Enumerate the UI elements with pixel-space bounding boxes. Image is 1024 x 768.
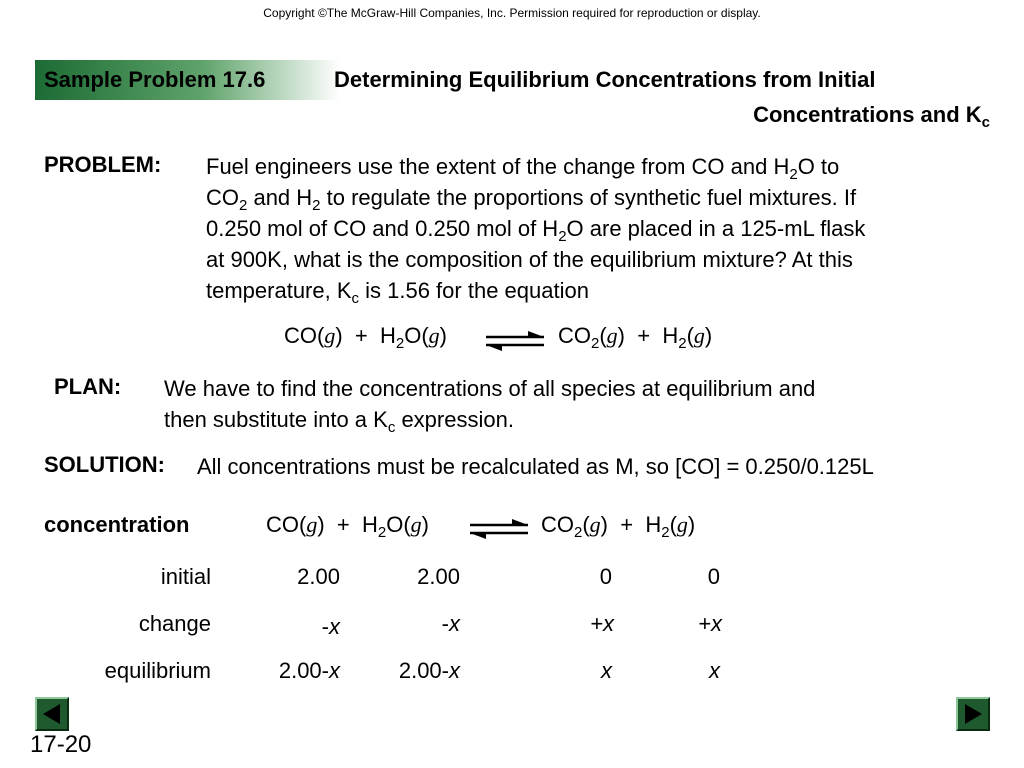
cell-equilibrium-h2: x <box>709 658 720 683</box>
solution-text: All concentrations must be recalculated as M, so [CO] = 0.250/0.125L <box>197 454 874 479</box>
table-header-label: concentration <box>44 512 190 537</box>
copyright-notice: Copyright ©The McGraw-Hill Companies, Inc. Permission required for reproduction or display. <box>263 6 761 20</box>
equation-reactants: $CO(g) + H_2O(g)$ <box>284 323 447 352</box>
title-line-1: Determining Equilibrium Concentrations from Initial <box>334 67 876 92</box>
cell-initial-h2: 0 <box>707 564 720 589</box>
cell-change-h2o: -x <box>441 611 460 636</box>
problem-text: Fuel engineers use the extent of the change from CO and $H_2O$ to $CO_2$ and $H_2$ to regulate the proportions of synthetic fuel mixtures. If 0.250 mol of CO and 0.250 mol of $H_2O$ are placed in a 125-mL flask at 900K, what is the composition of the equilibrium mixture? At this temperature, $K_c$ is 1.56 for the equation <box>206 154 866 307</box>
cell-change-co2: +x <box>590 611 614 636</box>
triangle-left-icon <box>37 699 67 729</box>
table-equation-products: $CO_2(g) + H_2(g)$ <box>541 512 696 541</box>
cell-equilibrium-co2: x <box>601 658 612 683</box>
solution-label: SOLUTION: <box>44 452 165 477</box>
page-number: 17-20 <box>30 731 92 758</box>
cell-initial-co2: 0 <box>599 564 612 589</box>
cell-equilibrium-co: 2.00-x <box>278 658 340 683</box>
plan-text: We have to find the concentrations of all species at equilibrium and then substitute into a $K_c$ expression. <box>164 376 816 436</box>
table-equilibrium-arrow-icon <box>468 518 530 540</box>
table-equation-reactants: $CO(g) + H_2O(g)$ <box>266 512 429 541</box>
cell-initial-co: 2.00 <box>297 564 340 589</box>
title-line-2: Concentrations and $K_c$ <box>753 102 990 131</box>
cell-change-co: -x <box>321 614 340 639</box>
problem-label: PROBLEM: <box>44 152 162 177</box>
cell-change-h2: +x <box>698 611 722 636</box>
equation-products: $CO_2(g) + H_2(g)$ <box>558 323 713 352</box>
previous-slide-button[interactable] <box>35 697 69 731</box>
cell-equilibrium-h2o: 2.00-x <box>398 658 460 683</box>
row-label-initial: initial <box>160 564 211 589</box>
row-label-change: change <box>138 611 211 636</box>
triangle-right-icon <box>958 699 988 729</box>
next-slide-button[interactable] <box>956 697 990 731</box>
row-label-equilibrium: equilibrium <box>104 658 211 683</box>
cell-initial-h2o: 2.00 <box>417 564 460 589</box>
sample-problem-label: Sample Problem 17.6 <box>44 67 266 92</box>
equilibrium-arrow-icon <box>484 330 546 352</box>
plan-label: PLAN: <box>54 374 122 399</box>
